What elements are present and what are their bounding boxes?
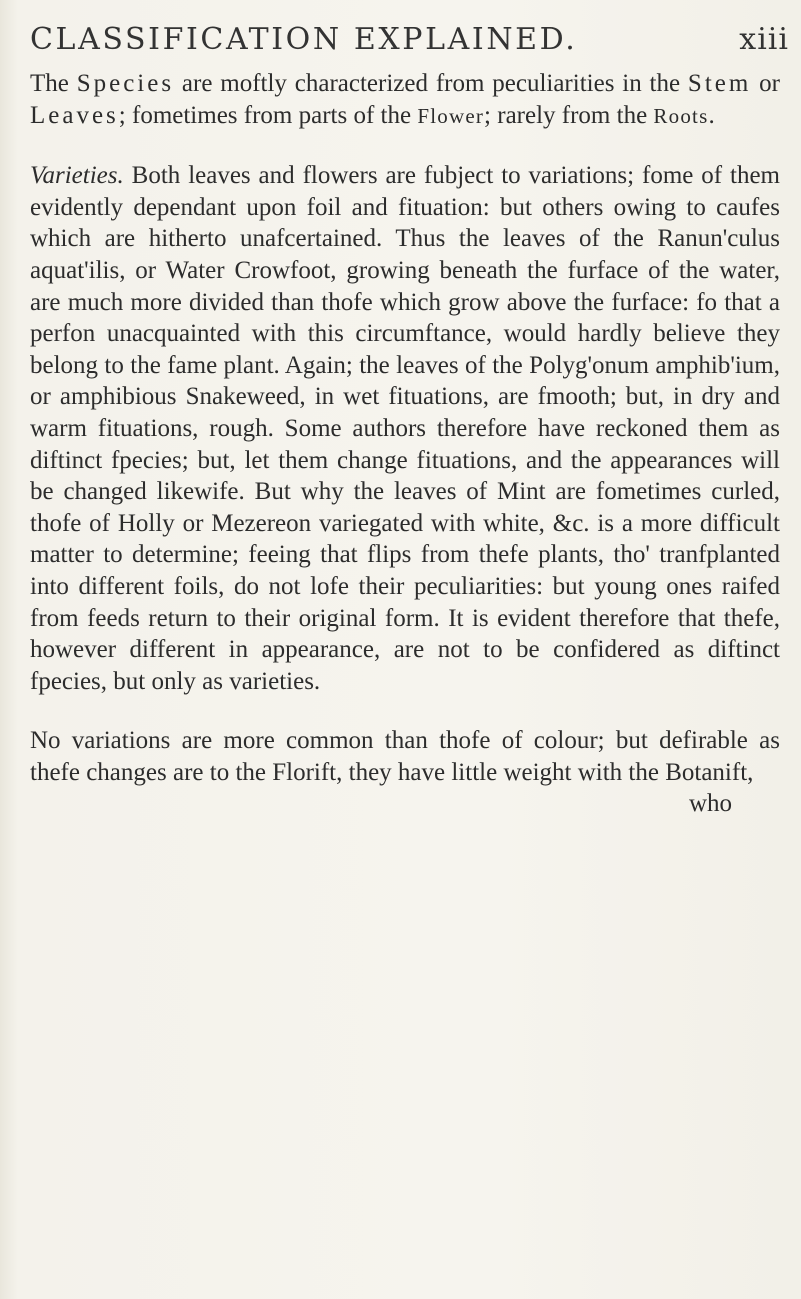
small-caps-stem: Stem [687, 70, 752, 97]
small-caps-flower: Flower [417, 103, 485, 128]
text-run: ; fometimes from parts of the [118, 101, 418, 129]
body-text [30, 68, 780, 820]
small-caps-species: Species [76, 70, 175, 97]
paragraph-varieties [30, 160, 780, 697]
text-run: are moftly characterized from peculiarities in the [174, 70, 688, 97]
small-caps-leaves: Leaves [30, 101, 119, 129]
varieties-heading: Varieties. [30, 162, 124, 190]
colour-text: No variations are more common than thofe of colour; but defirable as thefe changes are to the Florift, they have little weight with the Botanift, [30, 727, 780, 786]
running-title: CLASSIFICATION EXPLAINED. [30, 22, 578, 57]
varieties-text: Both leaves and flowers are fubject to variations; fome of them evidently dependant upon foil and fituation: but others owing to caufes which are hitherto unafcertained. Thus the leaves of the Ranun'culus aquat'ilis, or Water Crowfoot, growing beneath the furface of the water, are much more divided than thofe which grow above the furface: fo that a perfon unacquainted with this circumftance, would hardly believe they belong to the fame plant. Again; the leaves of the Polyg'onum amphib'ium, or amphibious Snakeweed, in wet fituations, are fmooth; but, in dry and warm fituations, rough. Some authors therefore have reckoned them as diftinct fpecies; but, let them change fituations, and the appearances will be changed likewife. But why the leaves of Mint are fometimes curled, thofe of Holly or Mezereon variegated with white, &c. is a more difficult matter to determine; feeing that flips from thefe plants, tho' tranfplanted into different foils, do not lofe their peculiarities: but young ones raifed from feeds return to their original form. It is evident therefore that thefe, however different in appearance, are not to be confidered as diftinct fpecies, but only as varieties. [30, 162, 780, 695]
small-caps-roots: Roots [653, 103, 709, 128]
text-run: . [708, 101, 715, 129]
text-run: The [30, 70, 77, 97]
text-run: or [751, 70, 780, 97]
catchword: who [688, 790, 732, 818]
text-run: ; rarely from the [484, 101, 654, 129]
paragraph-species [30, 68, 780, 132]
paragraph-colour [30, 725, 780, 820]
page-number: xiii [739, 22, 789, 57]
running-head [30, 22, 789, 72]
